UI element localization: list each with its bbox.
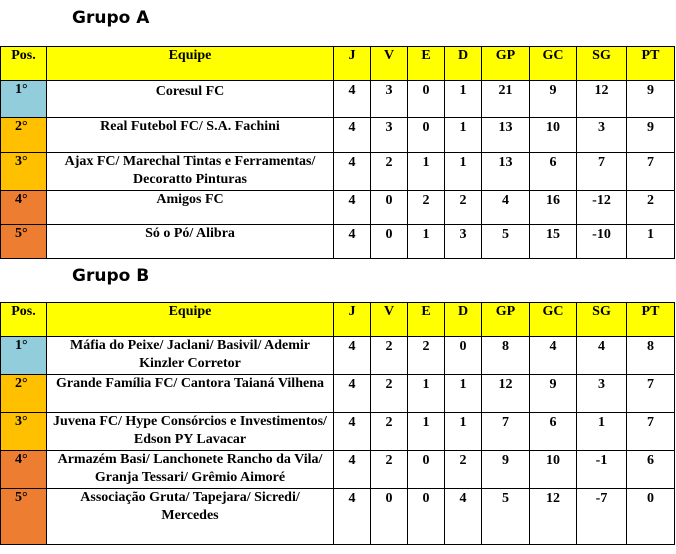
losses-cell: 2 bbox=[445, 191, 482, 225]
table-row bbox=[1, 225, 675, 259]
points-cell: 9 bbox=[627, 81, 675, 118]
goal-diff-cell: -1 bbox=[577, 451, 627, 489]
header-games: J bbox=[334, 303, 371, 337]
wins-cell: 3 bbox=[371, 118, 408, 153]
goals-for-cell: 8 bbox=[482, 337, 530, 375]
goals-against-cell: 15 bbox=[530, 225, 577, 259]
team-cell: Real Futebol FC/ S.A. Fachini bbox=[47, 118, 334, 153]
group-a-title: Grupo A bbox=[72, 8, 150, 28]
draws-cell: 0 bbox=[408, 81, 445, 118]
goals-for-cell: 4 bbox=[482, 191, 530, 225]
table-row bbox=[1, 451, 675, 489]
position-cell: 1° bbox=[1, 337, 47, 375]
draws-cell: 0 bbox=[408, 118, 445, 153]
goal-diff-cell: 3 bbox=[577, 375, 627, 413]
goals-against-cell: 10 bbox=[530, 451, 577, 489]
goals-for-cell: 9 bbox=[482, 451, 530, 489]
team-cell: Armazém Basi/ Lanchonete Rancho da Vila/ Granja Tessari/ Grêmio Aimoré bbox=[47, 451, 334, 489]
losses-cell: 1 bbox=[445, 413, 482, 451]
goal-diff-cell: 3 bbox=[577, 118, 627, 153]
losses-cell: 1 bbox=[445, 81, 482, 118]
goals-against-cell: 4 bbox=[530, 337, 577, 375]
games-cell: 4 bbox=[334, 81, 371, 118]
wins-cell: 3 bbox=[371, 81, 408, 118]
position-cell: 2° bbox=[1, 118, 47, 153]
position-cell: 5° bbox=[1, 225, 47, 259]
wins-cell: 2 bbox=[371, 153, 408, 191]
table-row bbox=[1, 413, 675, 451]
header-goal-diff: SG bbox=[577, 303, 627, 337]
losses-cell: 3 bbox=[445, 225, 482, 259]
header-goals-for: GP bbox=[482, 303, 530, 337]
position-cell: 2° bbox=[1, 375, 47, 413]
header-draws: E bbox=[408, 47, 445, 81]
goal-diff-cell: -10 bbox=[577, 225, 627, 259]
goals-for-cell: 5 bbox=[482, 225, 530, 259]
points-cell: 9 bbox=[627, 118, 675, 153]
points-cell: 7 bbox=[627, 413, 675, 451]
wins-cell: 0 bbox=[371, 191, 408, 225]
goals-for-cell: 21 bbox=[482, 81, 530, 118]
team-cell: Amigos FC bbox=[47, 191, 334, 225]
header-pos: Pos. bbox=[1, 47, 47, 81]
header-pos: Pos. bbox=[1, 303, 47, 337]
team-cell: Só o Pó/ Alibra bbox=[47, 225, 334, 259]
position-cell: 5° bbox=[1, 489, 47, 545]
goals-for-cell: 12 bbox=[482, 375, 530, 413]
wins-cell: 0 bbox=[371, 225, 408, 259]
draws-cell: 1 bbox=[408, 413, 445, 451]
wins-cell: 2 bbox=[371, 337, 408, 375]
wins-cell: 2 bbox=[371, 413, 408, 451]
games-cell: 4 bbox=[334, 225, 371, 259]
losses-cell: 1 bbox=[445, 118, 482, 153]
games-cell: 4 bbox=[334, 337, 371, 375]
header-goal-diff: SG bbox=[577, 47, 627, 81]
goal-diff-cell: -7 bbox=[577, 489, 627, 545]
draws-cell: 0 bbox=[408, 489, 445, 545]
position-cell: 4° bbox=[1, 451, 47, 489]
position-cell: 1° bbox=[1, 81, 47, 118]
goals-for-cell: 7 bbox=[482, 413, 530, 451]
position-cell: 3° bbox=[1, 153, 47, 191]
goals-against-cell: 10 bbox=[530, 118, 577, 153]
goals-for-cell: 13 bbox=[482, 118, 530, 153]
goal-diff-cell: -12 bbox=[577, 191, 627, 225]
points-cell: 1 bbox=[627, 225, 675, 259]
draws-cell: 1 bbox=[408, 225, 445, 259]
header-losses: D bbox=[445, 47, 482, 81]
goals-against-cell: 6 bbox=[530, 153, 577, 191]
wins-cell: 2 bbox=[371, 451, 408, 489]
team-cell: Máfia do Peixe/ Jaclani/ Basivil/ Ademir Kinzler Corretor bbox=[47, 337, 334, 375]
goal-diff-cell: 4 bbox=[577, 337, 627, 375]
table-row bbox=[1, 153, 675, 191]
table-header-row bbox=[1, 303, 675, 337]
losses-cell: 1 bbox=[445, 153, 482, 191]
header-points: PT bbox=[627, 303, 675, 337]
points-cell: 8 bbox=[627, 337, 675, 375]
goals-for-cell: 5 bbox=[482, 489, 530, 545]
header-points: PT bbox=[627, 47, 675, 81]
group-b-table bbox=[0, 302, 675, 545]
header-wins: V bbox=[371, 303, 408, 337]
points-cell: 7 bbox=[627, 375, 675, 413]
group-a-table bbox=[0, 46, 675, 259]
header-goals-against: GC bbox=[530, 47, 577, 81]
goals-against-cell: 9 bbox=[530, 375, 577, 413]
table-row bbox=[1, 191, 675, 225]
points-cell: 2 bbox=[627, 191, 675, 225]
header-team: Equipe bbox=[47, 303, 334, 337]
team-cell: Ajax FC/ Marechal Tintas e Ferramentas/ Decoratto Pinturas bbox=[47, 153, 334, 191]
goals-against-cell: 6 bbox=[530, 413, 577, 451]
table-row bbox=[1, 337, 675, 375]
draws-cell: 1 bbox=[408, 153, 445, 191]
table-row bbox=[1, 489, 675, 545]
table-header-row bbox=[1, 47, 675, 81]
games-cell: 4 bbox=[334, 375, 371, 413]
header-goals-for: GP bbox=[482, 47, 530, 81]
header-games: J bbox=[334, 47, 371, 81]
losses-cell: 4 bbox=[445, 489, 482, 545]
losses-cell: 1 bbox=[445, 375, 482, 413]
header-losses: D bbox=[445, 303, 482, 337]
games-cell: 4 bbox=[334, 451, 371, 489]
wins-cell: 0 bbox=[371, 489, 408, 545]
points-cell: 6 bbox=[627, 451, 675, 489]
games-cell: 4 bbox=[334, 489, 371, 545]
table-row bbox=[1, 118, 675, 153]
team-cell: Associação Gruta/ Tapejara/ Sicredi/ Mercedes bbox=[47, 489, 334, 545]
losses-cell: 2 bbox=[445, 451, 482, 489]
table-row bbox=[1, 375, 675, 413]
header-team: Equipe bbox=[47, 47, 334, 81]
goals-against-cell: 16 bbox=[530, 191, 577, 225]
games-cell: 4 bbox=[334, 413, 371, 451]
draws-cell: 2 bbox=[408, 191, 445, 225]
points-cell: 0 bbox=[627, 489, 675, 545]
games-cell: 4 bbox=[334, 153, 371, 191]
header-wins: V bbox=[371, 47, 408, 81]
team-cell: Grande Família FC/ Cantora Taianá Vilhena bbox=[47, 375, 334, 413]
goal-diff-cell: 7 bbox=[577, 153, 627, 191]
goal-diff-cell: 1 bbox=[577, 413, 627, 451]
team-cell: Coresul FC bbox=[47, 81, 334, 118]
games-cell: 4 bbox=[334, 118, 371, 153]
goal-diff-cell: 12 bbox=[577, 81, 627, 118]
draws-cell: 2 bbox=[408, 337, 445, 375]
draws-cell: 0 bbox=[408, 451, 445, 489]
group-b-title: Grupo B bbox=[72, 266, 150, 286]
games-cell: 4 bbox=[334, 191, 371, 225]
header-goals-against: GC bbox=[530, 303, 577, 337]
losses-cell: 0 bbox=[445, 337, 482, 375]
table-row bbox=[1, 81, 675, 118]
position-cell: 3° bbox=[1, 413, 47, 451]
wins-cell: 2 bbox=[371, 375, 408, 413]
goals-against-cell: 9 bbox=[530, 81, 577, 118]
goals-for-cell: 13 bbox=[482, 153, 530, 191]
points-cell: 7 bbox=[627, 153, 675, 191]
header-draws: E bbox=[408, 303, 445, 337]
draws-cell: 1 bbox=[408, 375, 445, 413]
position-cell: 4° bbox=[1, 191, 47, 225]
goals-against-cell: 12 bbox=[530, 489, 577, 545]
team-cell: Juvena FC/ Hype Consórcios e Investimentos/ Edson PY Lavacar bbox=[47, 413, 334, 451]
